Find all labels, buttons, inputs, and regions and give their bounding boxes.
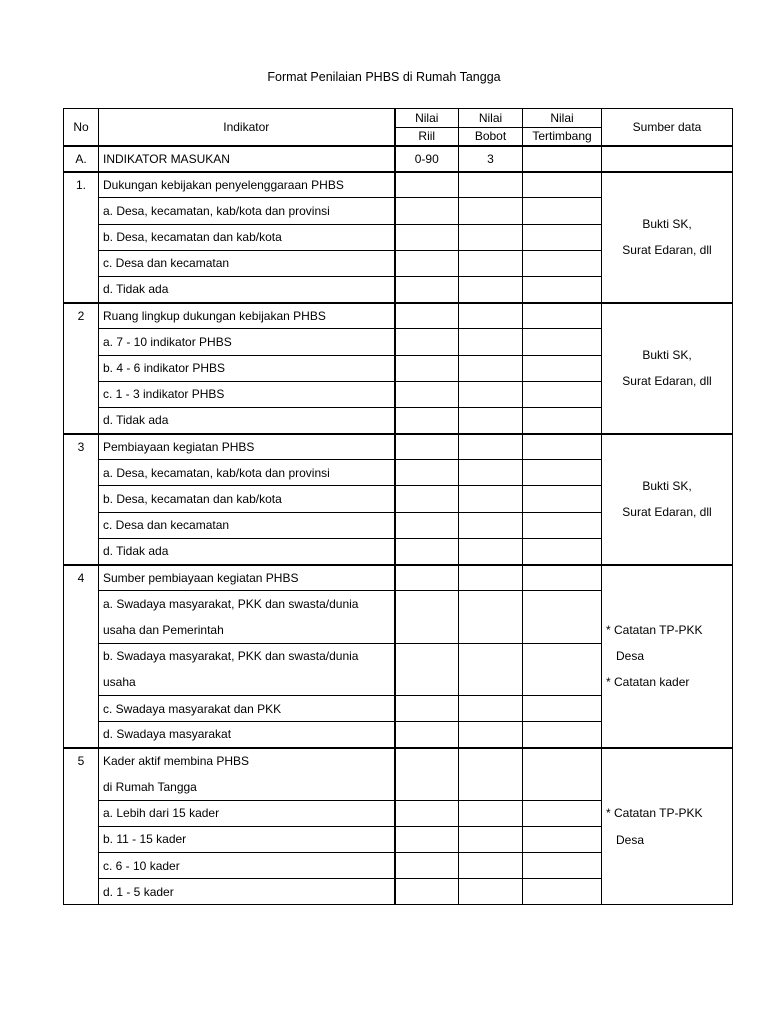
group-4-source-line: Desa [616,649,645,664]
cell[interactable] [459,224,523,250]
group-5-source-line: Desa [616,832,645,847]
cell[interactable] [395,355,459,381]
group-5-title: Kader aktif membina PHBS [99,748,395,774]
cell[interactable] [395,172,459,198]
cell[interactable] [395,853,459,879]
cell[interactable] [523,276,602,302]
cell[interactable] [395,486,459,512]
group-3-no: 3 [64,434,99,565]
option: a. Desa, kecamatan, kab/kota dan provinsi [99,198,395,224]
section-tertimbang [523,146,602,172]
cell[interactable] [459,303,523,329]
section-sumber [602,146,733,172]
group-5-source [602,748,733,905]
header-riil: Riil [395,127,459,146]
cell[interactable] [523,460,602,486]
group-5-title-continued: di Rumah Tangga [99,774,395,800]
option: d. Swadaya masyarakat [99,722,395,748]
cell[interactable] [395,879,459,905]
header-nilai-bobot-top: Nilai [459,109,523,128]
cell[interactable] [523,853,602,879]
header-nilai-tertimbang-top: Nilai [523,109,602,128]
option: d. 1 - 5 kader [99,879,395,905]
cell[interactable] [523,748,602,774]
cell[interactable] [459,198,523,224]
cell[interactable] [459,565,523,591]
cell[interactable] [523,643,602,669]
group-3-source-line: Bukti SK, [642,478,692,493]
cell[interactable] [459,407,523,433]
cell[interactable] [395,748,459,774]
cell[interactable] [523,669,602,695]
cell[interactable] [395,434,459,460]
cell[interactable] [523,486,602,512]
group-4-source-line: * Catatan kader [606,675,690,690]
cell[interactable] [523,355,602,381]
header-sumber-data: Sumber data [602,109,733,146]
option: b. 4 - 6 indikator PHBS [99,355,395,381]
cell[interactable] [459,329,523,355]
cell[interactable] [395,826,459,852]
option: b. Desa, kecamatan dan kab/kota [99,486,395,512]
section-bobot: 3 [459,146,523,172]
group-1-title: Dukungan kebijakan penyelenggaraan PHBS [99,172,395,198]
option-continued: usaha dan Pemerintah [99,617,395,643]
cell[interactable] [523,198,602,224]
cell[interactable] [459,538,523,564]
group-4-no: 4 [64,565,99,748]
cell[interactable] [395,250,459,276]
option: a. 7 - 10 indikator PHBS [99,329,395,355]
cell[interactable] [523,591,602,617]
group-1-source-line: Surat Edaran, dll [622,243,712,258]
cell[interactable] [523,826,602,852]
cell[interactable] [459,643,523,669]
group-4-source [602,565,733,748]
option: a. Swadaya masyarakat, PKK dan swasta/dunia [99,591,395,617]
option: d. Tidak ada [99,276,395,302]
cell[interactable] [395,512,459,538]
section-label: INDIKATOR MASUKAN [99,146,395,172]
section-no: A. [64,146,99,172]
cell[interactable] [459,774,523,800]
cell[interactable] [459,512,523,538]
cell[interactable] [395,774,459,800]
cell[interactable] [523,800,602,826]
option: c. Desa dan kecamatan [99,512,395,538]
cell[interactable] [395,460,459,486]
header-row-1 [64,109,733,128]
cell[interactable] [523,172,602,198]
group-5-title-row [64,748,733,774]
cell[interactable] [523,722,602,748]
cell[interactable] [459,695,523,721]
cell[interactable] [395,329,459,355]
cell[interactable] [459,722,523,748]
cell[interactable] [523,879,602,905]
option: c. 1 - 3 indikator PHBS [99,381,395,407]
group-2-title: Ruang lingkup dukungan kebijakan PHBS [99,303,395,329]
cell[interactable] [395,617,459,643]
cell[interactable] [459,617,523,643]
group-1-no: 1. [64,172,99,303]
group-5-source-line: * Catatan TP-PKK [606,806,703,821]
group-3-source [602,434,733,565]
option: a. Lebih dari 15 kader [99,800,395,826]
group-4-title: Sumber pembiayaan kegiatan PHBS [99,565,395,591]
cell[interactable] [523,617,602,643]
cell[interactable] [395,303,459,329]
cell[interactable] [523,303,602,329]
option: d. Tidak ada [99,407,395,433]
option: a. Desa, kecamatan, kab/kota dan provinsi [99,460,395,486]
cell[interactable] [523,538,602,564]
group-3-title: Pembiayaan kegiatan PHBS [99,434,395,460]
header-no: No [64,109,99,146]
cell[interactable] [395,591,459,617]
cell[interactable] [395,565,459,591]
group-1-title-row [64,172,733,198]
group-3-source-line: Surat Edaran, dll [622,505,712,520]
header-bobot: Bobot [459,127,523,146]
cell[interactable] [523,250,602,276]
cell[interactable] [459,172,523,198]
cell[interactable] [459,276,523,302]
option: c. Desa dan kecamatan [99,250,395,276]
group-2-no: 2 [64,303,99,434]
group-1-source-line: Bukti SK, [642,216,692,231]
cell[interactable] [523,565,602,591]
cell[interactable] [395,643,459,669]
cell[interactable] [459,250,523,276]
cell[interactable] [395,800,459,826]
cell[interactable] [459,591,523,617]
cell[interactable] [395,198,459,224]
group-2-source [602,303,733,434]
cell[interactable] [459,669,523,695]
cell[interactable] [459,355,523,381]
cell[interactable] [523,512,602,538]
cell[interactable] [395,538,459,564]
option: d. Tidak ada [99,538,395,564]
option: b. Swadaya masyarakat, PKK dan swasta/dunia [99,643,395,669]
group-4-title-row [64,565,733,591]
group-3-title-row [64,434,733,460]
group-2-title-row [64,303,733,329]
group-1-source [602,172,733,303]
group-5-no: 5 [64,748,99,905]
group-2-source-line: Bukti SK, [642,347,692,362]
cell[interactable] [459,879,523,905]
section-row [64,146,733,172]
cell[interactable] [523,381,602,407]
cell[interactable] [459,434,523,460]
option: b. Desa, kecamatan dan kab/kota [99,224,395,250]
cell[interactable] [459,853,523,879]
cell[interactable] [395,276,459,302]
cell[interactable] [523,224,602,250]
page-title: Format Penilaian PHBS di Rumah Tangga [267,70,501,84]
cell[interactable] [395,381,459,407]
cell[interactable] [395,695,459,721]
cell[interactable] [395,224,459,250]
group-4-source-line: * Catatan TP-PKK [606,622,703,637]
cell[interactable] [395,407,459,433]
group-2-source-line: Surat Edaran, dll [622,374,712,389]
section-riil: 0-90 [395,146,459,172]
cell[interactable] [459,748,523,774]
cell[interactable] [523,434,602,460]
header-tertimbang: Tertimbang [523,127,602,146]
cell[interactable] [459,800,523,826]
cell[interactable] [459,826,523,852]
cell[interactable] [523,407,602,433]
option-continued: usaha [99,669,395,695]
cell[interactable] [459,460,523,486]
option: b. 11 - 15 kader [99,826,395,852]
cell[interactable] [523,329,602,355]
cell[interactable] [395,722,459,748]
cell[interactable] [523,774,602,800]
assessment-table [63,108,733,905]
cell[interactable] [459,486,523,512]
option: c. 6 - 10 kader [99,853,395,879]
option: c. Swadaya masyarakat dan PKK [99,695,395,721]
cell[interactable] [395,669,459,695]
header-indikator: Indikator [99,109,395,146]
header-nilai-riil-top: Nilai [395,109,459,128]
cell[interactable] [459,381,523,407]
cell[interactable] [523,695,602,721]
